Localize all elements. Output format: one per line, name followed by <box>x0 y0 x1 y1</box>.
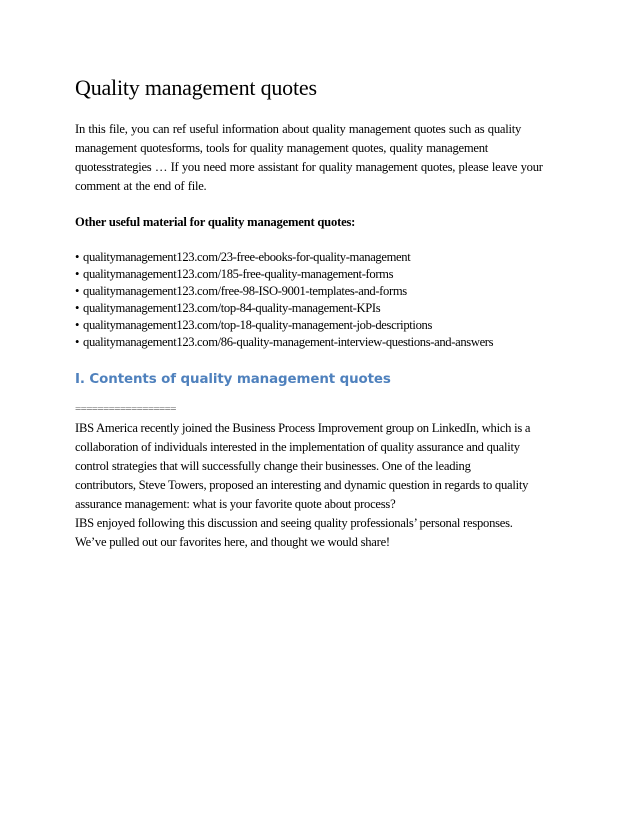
bullet-icon: • <box>75 284 80 298</box>
intro-line: quotesstrategies … If you need more assistant for quality management quotes, please leave your <box>75 160 543 174</box>
intro-paragraph <box>75 120 565 196</box>
bullet-icon: • <box>75 318 80 332</box>
body-line: collaboration of individuals interested in the implementation of quality assurance and quality <box>75 440 520 454</box>
body-paragraph <box>75 419 565 552</box>
list-item[interactable] <box>75 317 565 334</box>
list-item[interactable] <box>75 249 565 266</box>
link-text[interactable]: qualitymanagement123.com/top-18-quality-management-job-descriptions <box>83 318 433 332</box>
list-item[interactable] <box>75 334 565 351</box>
intro-line: In this file, you can ref useful information about quality management quotes such as quality <box>75 122 522 136</box>
bullet-icon: • <box>75 267 80 281</box>
document-title: Quality management quotes <box>75 75 317 100</box>
bullet-icon: • <box>75 301 80 315</box>
list-item[interactable] <box>75 300 565 317</box>
body-line: contributors, Steve Towers, proposed an interesting and dynamic question in regards to quality <box>75 478 529 492</box>
body-line: We’ve pulled out our favorites here, and thought we would share! <box>75 535 390 549</box>
body-line: control strategies that will successfully change their businesses. One of the leading <box>75 459 471 473</box>
bullet-icon: • <box>75 250 80 264</box>
list-item[interactable] <box>75 266 565 283</box>
other-material-heading: Other useful material for quality management quotes: <box>75 215 356 229</box>
intro-line: management quotesforms, tools for quality management quotes, quality management <box>75 141 489 155</box>
document-page <box>75 74 565 552</box>
body-line: IBS enjoyed following this discussion and seeing quality professionals’ personal responses. <box>75 516 513 530</box>
body-line: assurance management: what is your favorite quote about process? <box>75 497 396 511</box>
intro-line: comment at the end of file. <box>75 179 207 193</box>
separator-line: ================== <box>75 403 176 415</box>
link-list <box>75 249 565 351</box>
list-item[interactable] <box>75 283 565 300</box>
section-heading: I. Contents of quality management quotes <box>75 372 391 387</box>
link-text[interactable]: qualitymanagement123.com/23-free-ebooks-for-quality-management <box>83 250 411 264</box>
bullet-icon: • <box>75 335 80 349</box>
link-text[interactable]: qualitymanagement123.com/free-98-ISO-9001-templates-and-forms <box>83 284 407 298</box>
link-text[interactable]: qualitymanagement123.com/86-quality-management-interview-questions-and-answers <box>83 335 494 349</box>
link-text[interactable]: qualitymanagement123.com/top-84-quality-management-KPIs <box>83 301 381 315</box>
link-text[interactable]: qualitymanagement123.com/185-free-quality-management-forms <box>83 267 394 281</box>
body-line: IBS America recently joined the Business Process Improvement group on LinkedIn, which is a <box>75 421 531 435</box>
